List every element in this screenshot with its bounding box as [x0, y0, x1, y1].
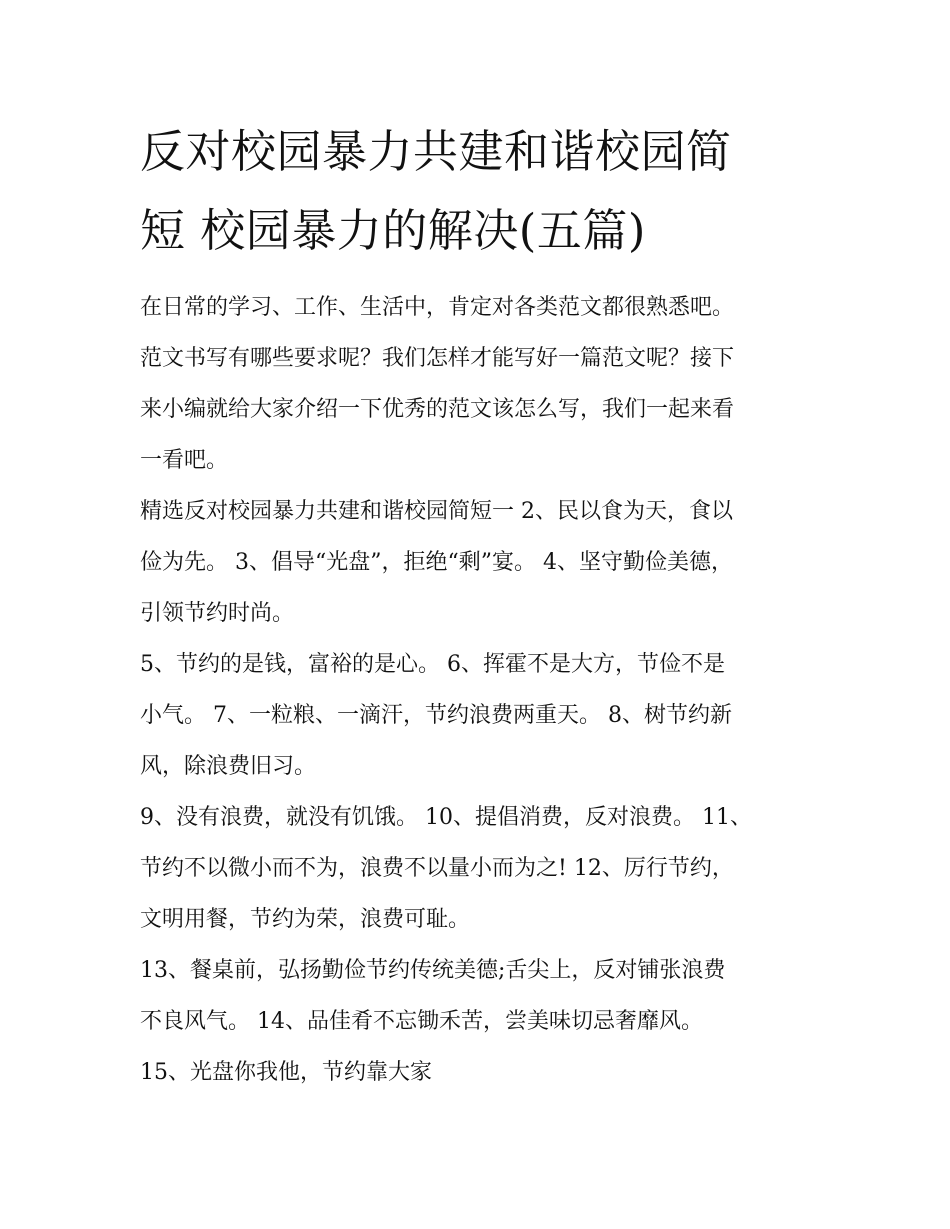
- document-title: [140, 112, 820, 270]
- title-line: 短 校园暴力的解决(五篇): [140, 204, 646, 257]
- text-line: 俭为先。 3、倡导“光盘”，拒绝“剩”宴。 4、坚守勤俭美德，: [140, 550, 733, 575]
- text-line: 文明用餐，节约为荣，浪费可耻。: [140, 907, 471, 932]
- text-line: 小气。 7、一粒粮、一滴汗，节约浪费两重天。 8、树节约新: [140, 703, 732, 728]
- text-line: 在日常的学习、工作、生活中，肯定对各类范文都很熟悉吧。: [140, 295, 735, 320]
- paragraph-intro: [140, 282, 820, 486]
- paragraph-slogans-2: [140, 639, 820, 792]
- text-line: 节约不以微小而不为，浪费不以量小而为之! 12、厉行节约，: [140, 856, 734, 881]
- title-line: 反对校园暴力共建和谐校园简: [140, 125, 732, 178]
- text-line: 一看吧。: [140, 448, 229, 473]
- document-page: [140, 112, 820, 1098]
- text-line: 来小编就给大家介绍一下优秀的范文该怎么写，我们一起来看: [140, 397, 735, 422]
- text-line: 引领节约时尚。: [140, 601, 295, 626]
- text-line: 精选反对校园暴力共建和谐校园简短一 2、民以食为天，食以: [140, 499, 733, 524]
- text-line: 范文书写有哪些要求呢？我们怎样才能写好一篇范文呢？接下: [140, 346, 735, 371]
- paragraph-slogans-3: [140, 792, 820, 945]
- text-line: 风，除浪费旧习。: [140, 754, 317, 779]
- text-line: 不良风气。 14、品佳肴不忘锄禾苦，尝美味切忌奢靡风。: [140, 1009, 703, 1034]
- text-line: 15、光盘你我他，节约靠大家: [140, 1060, 432, 1085]
- document-body: [140, 282, 820, 1098]
- paragraph-slogans-1: [140, 486, 820, 639]
- paragraph-slogans-4: [140, 945, 820, 1047]
- paragraph-slogans-5: [140, 1047, 820, 1098]
- text-line: 13、餐桌前，弘扬勤俭节约传统美德;舌尖上，反对铺张浪费: [140, 958, 726, 983]
- text-line: 9、没有浪费，就没有饥饿。 10、提倡消费，反对浪费。 11、: [140, 805, 752, 830]
- text-line: 5、节约的是钱，富裕的是心。 6、挥霍不是大方，节俭不是: [140, 652, 725, 677]
